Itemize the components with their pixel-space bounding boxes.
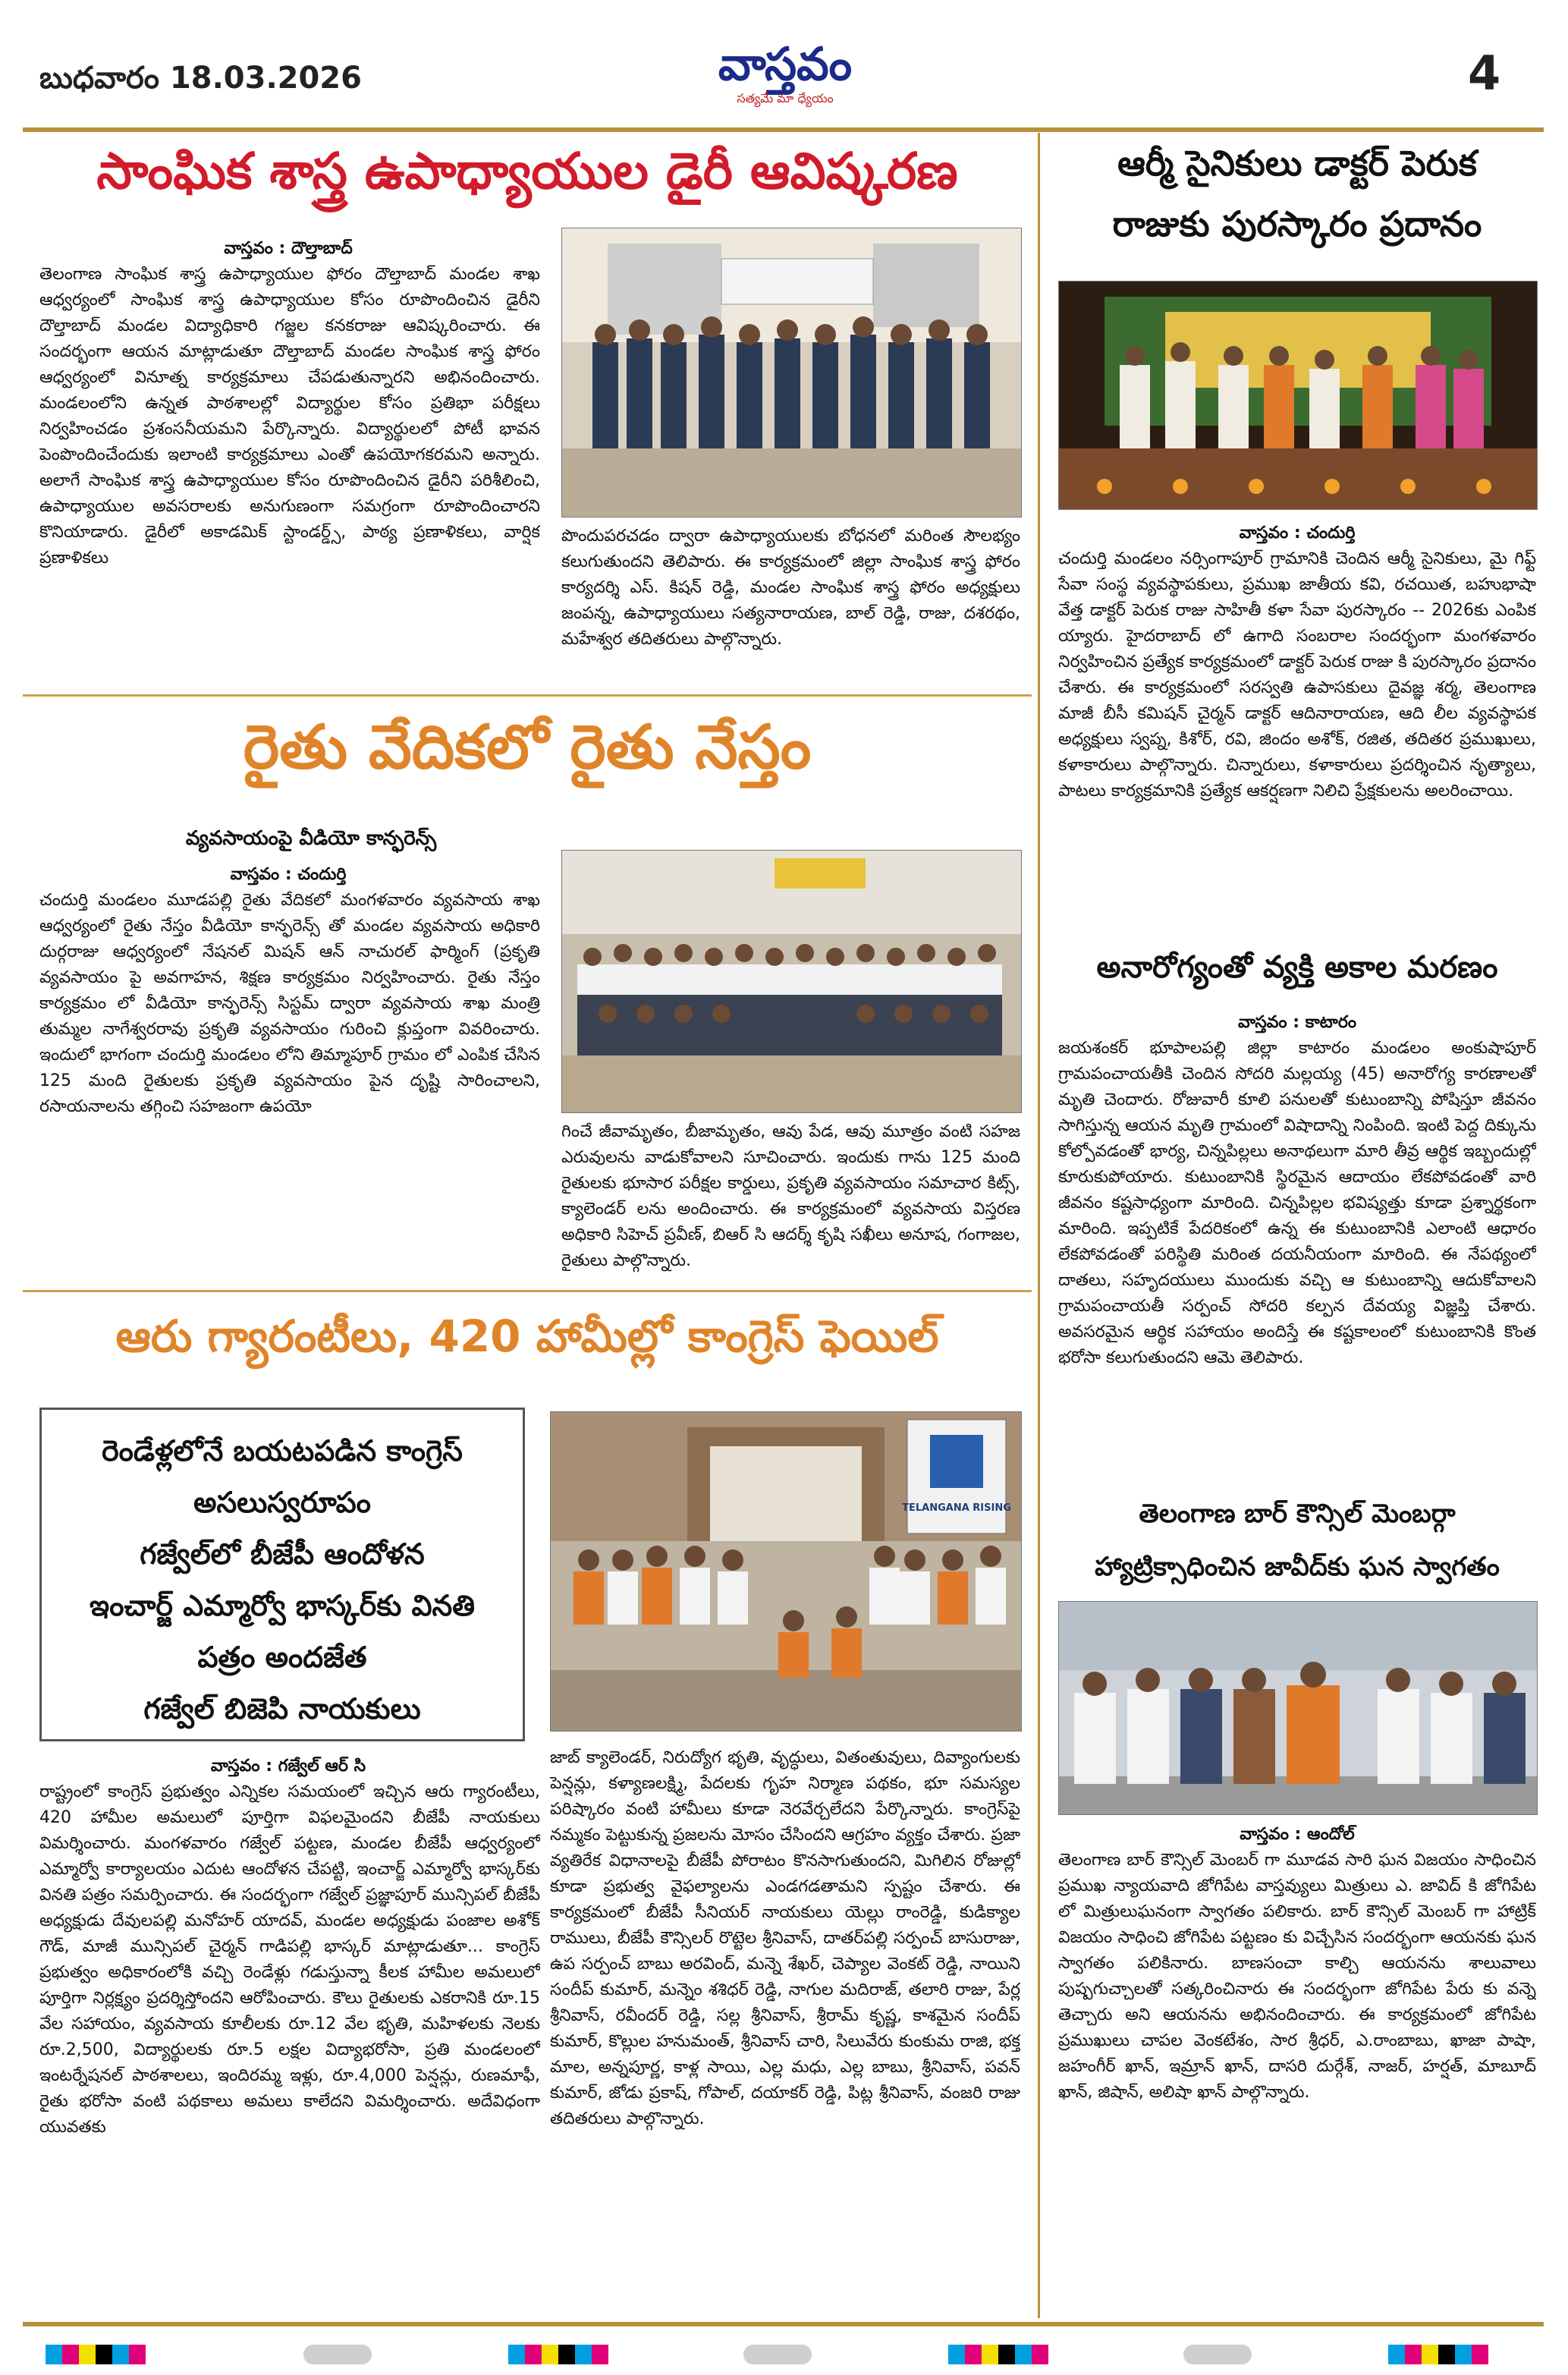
right1-body: చందుర్తి మండలం నర్సింగాపూర్ గ్రామానికి చెందిన ఆర్మీ సైనికులు, మై గిఫ్ట్ సేవా సంస్థ వ్యవస్థాపకులు, ప్రముఖ జాతీయ కవి, రచయిత, బహుభాషా వేత్త డాక్టర్ పెరుక రాజు సాహితీ కళా సేవా పురస్కారం -- 2026కు ఎంపిక య్యారు. హైదరాబాద్ లో ఉగాది సంబరాల సందర్భంగా మంగళవారం నిర్వహించిన ప్రత్యేక కార్యక్రమంలో డాక్టర్ పెరుక రాజు కి పురస్కారం ప్రదానం చేశారు. ఈ కార్యక్రమంలో సరస్వతి ఉపాసకులు దైవజ్ఞ శర్మ, తెలంగాణ మాజీ బీసీ కమిషన్ చైర్మన్ డాక్టర్ ఆదినారాయణ, ఆది లీల వ్యవస్థాపక అధ్యక్షులు స్వప్న, కిశోర్, రవి, జిందం అశోక్, రజిత, తదితర ప్రముఖులు, కళాకారులు పాల్గొన్నారు. చిన్నారులు, కళాకారులు ప్రదర్శించిన నృత్యాలు, పాటలు కార్యక్రమానికి ప్రత్యేక ఆకర్షణగా నిలిచి ప్రేక్షకులను అలరించాయి. bbox=[1058, 549, 1536, 801]
photo-award-stage bbox=[1058, 281, 1538, 510]
article2-headline: రైతు వేదికలో రైతు నేస్తం bbox=[243, 712, 812, 782]
section-divider bbox=[23, 694, 1032, 697]
banner-text: TELANGANA RISING bbox=[902, 1502, 1011, 1514]
issue-date: బుధవారం 18.03.2026 bbox=[39, 61, 362, 96]
article1-body-col2: పొందుపరచడం ద్వారా ఉపాధ్యాయులకు బోధనలో మరింత సౌలభ్యం కలుగుతుందని తెలిపారు. ఈ కార్యక్రమంలో జిల్లా సాంఘిక శాస్త్ర ఫోరం కార్యదర్శి ఎస్. కిషన్ రెడ్డి, మండల సాంఘిక శాస్త్ర ఫోరం అధ్యక్షులు జంపన్న, ఉపాధ్యాయులు సత్యనారాయణ, బాల్ రెడ్డి, రాజు, దశరథం, మహేశ్వర తదితరులు పాల్గొన్నారు. bbox=[561, 527, 1020, 649]
newspaper-logo bbox=[683, 38, 888, 121]
article3-headline: ఆరు గ్యారంటీలు, 420 హామీల్లో కాంగ్రెస్ ఫెయిల్ bbox=[115, 1310, 939, 1362]
article1-headline: సాంఘిక శాస్త్ర ఉపాధ్యాయుల డైరీ ఆవిష్కరణ bbox=[96, 142, 958, 200]
article3-dateline: వాస్తవం : గజ్వేల్ ఆర్ సి bbox=[210, 1757, 366, 1776]
box-line-4: ఇంచార్జ్ ఎమ్మార్వో భాస్కర్‌కు వినతి bbox=[90, 1589, 475, 1622]
article2-body-col2: గించే జీవామృతం, బీజామృతం, ఆవు పేడ, ఆవు మూత్రం వంటి సహజ ఎరువులను వాడుకోవాలని సూచించారు. ఇందుకు గాను 125 మంది రైతులకు భూసార పరీక్షల కార్డులు, ప్రకృతి వ్యవసాయం సమాచార కిట్స్, క్యాలెండర్ లను అందించారు. ఈ కార్యక్రమంలో వ్యవసాయ విస్తరణ అధికారి సిహెచ్ ప్రవీణ్, బిఆర్ సి ఆదర్శ్ కృషి సఖీలు అనూష, గంగాజల, రైతులు పాల్గొన్నారు. bbox=[561, 1122, 1020, 1270]
photo-felicitation bbox=[1058, 1601, 1538, 1815]
article1-dateline: వాస్తవం : దౌల్తాబాద్ bbox=[224, 239, 353, 258]
article2-dateline: వాస్తవం : చందుర్తి bbox=[230, 865, 347, 884]
article2-subhead: వ్యవసాయంపై వీడియో కాన్ఫరెన్స్ bbox=[185, 827, 437, 850]
right1-headline bbox=[1051, 133, 1544, 254]
top-rule bbox=[23, 127, 1544, 132]
right3-headline bbox=[1051, 1487, 1544, 1593]
right2-body: జయశంకర్ భూపాలపల్లి జిల్లా కాటారం మండలం అంకుషాపూర్ గ్రామపంచాయతీకి చెందిన సోదరి మల్లయ్య (45) అనారోగ్య కారణాలతో మృతి చెందారు. రోజువారీ కూలి పనులతో కుటుంబాన్ని పోషిస్తూ జీవనం సాగిస్తున్న ఆయన మృతి గ్రామంలో విషాదాన్ని నింపింది. ఇంటి పెద్ద దిక్కును కోల్పోవడంతో భార్య, చిన్నపిల్లలు అనాథలుగా మారి తీవ్ర ఆర్థిక ఇబ్బందుల్లో కూరుకుపోయారు. కుటుంబానికి స్థిరమైన ఆదాయం లేకపోవడంతో వారి జీవనం కష్టసాధ్యంగా మారింది. చిన్నపిల్లల భవిష్యత్తు కూడా ప్రశ్నార్థకంగా మారింది. ఇప్పటికే పేదరికంలో ఉన్న ఈ కుటుంబానికి ఎలాంటి ఆధారం లేకపోవడంతో పరిస్థితి మరింత దయనీయంగా మారింది. ఈ నేపథ్యంలో దాతలు, సహృదయులు ముందుకు వచ్చి ఆ కుటుంబాన్ని ఆదుకోవాలని గ్రామపంచాయతీ సర్పంచ్ సోదరి కల్పన దేవయ్య విజ్ఞప్తి చేశారు. అవసరమైన ఆర్థిక సహాయం అందిస్తే ఈ కష్టకాలంలో కుటుంబానికి కొంత భరోసా కలుగుతుందని ఆమె తెలిపారు. bbox=[1058, 1039, 1536, 1367]
right3-headline-line2: హ్యాట్రిక్సాధించిన జావీద్‌కు ఘన స్వాగతం bbox=[1095, 1552, 1500, 1582]
right2-dateline: వాస్తవం : కాటారం bbox=[1237, 1013, 1357, 1032]
registration-mark bbox=[303, 2345, 372, 2364]
registration-bar bbox=[508, 2345, 608, 2364]
photo-bjp-protest bbox=[550, 1411, 1022, 1732]
article1-body-col1: తెలంగాణ సాంఘిక శాస్త్ర ఉపాధ్యాయుల ఫోరం దౌల్తాబాద్ మండల శాఖ ఆధ్వర్యంలో సాంఘిక శాస్త్ర ఉపాధ్యాయుల కోసం రూపొందించిన డైరీని దౌల్తాబాద్ మండల విద్యాధికారి గజ్జల కనకరాజు ఆవిష్కరించారు. ఈ సందర్భంగా ఆయన మాట్లాడుతూ దౌల్తాబాద్ మండల సాంఘిక శాస్త్ర ఫోరం ఆధ్వర్యంలో వినూత్న కార్యక్రమాలు చేపడుతున్నారని అభినందించారు. మండలంలోని ఉన్నత పాఠశాలల్లో విద్యార్థుల కోసం ప్రతిభా పరీక్షలు నిర్వహించడం ప్రశంసనీయమని పేర్కొన్నారు. విద్యార్థులలో పోటీ భావన పెంపొందించేందుకు ఇలాంటి కార్యక్రమాలు ఎంతో ఉపయోగకరమని అన్నారు. అలాగే సాంఘిక శాస్త్ర ఉపాధ్యాయుల కోసం రూపొందించిన డైరీని పరిశీలించి, ఉపాధ్యాయుల అవసరాలకు అనుగుణంగా సమగ్రంగా రూపొందించారని కొనియాడారు. డైరీలో అకాడమిక్ స్టాండర్డ్స్, పాఠ్య ప్రణాళికలు, వార్షిక ప్రణాళికలు bbox=[39, 265, 540, 568]
right1-dateline: వాస్తవం : చందుర్తి bbox=[1239, 524, 1356, 543]
right1-headline-line1: ఆర్మీ సైనికులు డాక్టర్ పెరుక bbox=[1117, 143, 1477, 184]
article3-body-col2: జాబ్ క్యాలెండర్, నిరుద్యోగ భృతి, వృద్ధులు, వితంతువులు, దివ్యాంగులకు పెన్షన్లు, కళ్యాణలక్ష్మి, పేదలకు గృహ నిర్మాణ పథకం, భూ సమస్యల పరిష్కారం వంటి హామీలు కూడా నెరవేర్చలేదని పేర్కొన్నారు. కాంగ్రెస్‌పై నమ్మకం పెట్టుకున్న ప్రజలను మోసం చేసిందని ఆగ్రహం వ్యక్తం చేశారు. ప్రజా వ్యతిరేక విధానాలపై బీజేపీ పోరాటం కొనసాగుతుందని, మిగిలిన రోజుల్లో కూడా ప్రభుత్వ వైఫల్యాలను ఎండగడతామని స్పష్టం చేశారు. ఈ కార్యక్రమంలో బీజేపీ సీనియర్ నాయకులు యెల్లు రాంరెడ్డి, కుడిక్యాల రాములు, బీజేపీ కౌన్సిలర్ రొట్టెల శ్రీనివాస్, దాతర్‌పల్లి సర్పంచ్ బాసురాజు, ఉప సర్పంచ్ బాబు అరవింద్, మన్నె శేఖర్, చెప్యాల వెంకట్ రెడ్డి, నాయిని సందీప్ కుమార్, మన్నెం శశిధర్ రెడ్డి, నాగుల మదిరాజ్, తలారి రాజు, పేర్ల శ్రీనివాస్, రవీందర్ రెడ్డి, సల్ల శ్రీనివాస్, శ్రీరామ్ కృష్ణ, కాశమైన సందీప్ కుమార్, కొల్లుల హనుమంత్, శ్రీనివాస్ చారి, సిలువేరు కుంకుమ రాజి, భక్త మాల, అన్నపూర్ణ, కాళ్ల సాయి, ఎల్ల మధు, ఎల్ల బాబు, శ్రీనివాస్, పవన్ కుమార్, జోడు ప్రకాష్, గోపాల్, దయాకర్ రెడ్డి, పిట్ల శ్రీనివాస్, వంజరి రాజు తదితరులు పాల్గొన్నారు. bbox=[550, 1748, 1020, 2128]
box-line-3: గజ్వేల్‌లో బీజేపీ ఆందోళన bbox=[140, 1537, 425, 1571]
photo-farmers-meeting bbox=[561, 850, 1022, 1113]
article3-body-col1: రాష్ట్రంలో కాంగ్రెస్ ప్రభుత్వం ఎన్నికల సమయంలో ఇచ్చిన ఆరు గ్యారంటీలు, 420 హామీల అమలులో పూర్తిగా విఫలమైందని బీజేపీ నాయకులు విమర్శించారు. మంగళవారం గజ్వేల్ పట్టణ, మండల బీజేపీ ఆధ్వర్యంలో ఎమ్మార్వో కార్యాలయం ఎదుట ఆందోళన చేపట్టి, ఇంచార్జ్ ఎమ్మార్వో భాస్కర్‌కు వినతి పత్రం సమర్పించారు. ఈ సందర్భంగా గజ్వేల్ ప్రజ్ఞాపూర్ మున్సిపల్ బీజేపీ అధ్యక్షుడు దేవులపల్లి మనోహర్ యాదవ్, మండల అధ్యక్షుడు పంజాల అశోక్ గౌడ్, మాజీ మున్సిపల్ చైర్మన్ గాడిపల్లి భాస్కర్ మాట్లాడుతూ... కాంగ్రెస్ ప్రభుత్వం అధికారంలోకి వచ్చి రెండేళ్లు గడుస్తున్నా కీలక హామీల అమలులో పూర్తిగా నిర్లక్ష్యం ప్రదర్శిస్తోందని ఆరోపించారు. కౌలు రైతులకు ఎకరానికి రూ.15 వేల సహాయం, వ్యవసాయ కూలీలకు రూ.12 వేల భృతి, మహిళలకు నెలకు రూ.2,500, విద్యార్థులకు రూ.5 లక్షల విద్యాభరోసా, ప్రతి మండలంలో ఇంటర్నేషనల్ పాఠశాలలు, ఇందిరమ్మ ఇళ్లు, రూ.4,000 పెన్షన్లు, రుణమాఫీ, రైతు భరోసా వంటి పథకాలు అమలు కాలేదని విమర్శించారు. అదేవిధంగా యువతకు bbox=[39, 1782, 540, 2137]
logo-tagline: సత్యమే మా ధ్యేయం bbox=[737, 91, 834, 105]
registration-mark bbox=[743, 2345, 812, 2364]
registration-bar bbox=[948, 2345, 1048, 2364]
column-divider bbox=[1038, 133, 1040, 2318]
box-line-2: అసలుస్వరూపం bbox=[193, 1486, 371, 1519]
registration-mark bbox=[1183, 2345, 1252, 2364]
box-line-6: గజ్వేల్ బిజెపి నాయకులు bbox=[143, 1692, 421, 1725]
section-divider bbox=[23, 1290, 1032, 1292]
article2-body-col1: చందుర్తి మండలం మూడపల్లి రైతు వేదికలో మంగళవారం వ్యవసాయ శాఖ ఆధ్వర్యంలో రైతు నేస్తం వీడియో కాన్ఫరెన్స్ తో మండల వ్యవసాయ అధికారి దుర్గరాజు ఆధ్వర్యంలో నేషనల్ మిషన్ ఆన్ నాచురల్ ఫార్మింగ్ (ప్రకృతి వ్యవసాయం పై అవగాహన, శిక్షణ కార్యక్రమం నిర్వహించారు. రైతు నేస్తం కార్యక్రమం లో వీడియో కాన్ఫరెన్స్ సిస్టమ్ ద్వారా వ్యవసాయ శాఖ మంత్రి తుమ్మల నాగేశ్వరరావు ప్రకృతి వ్యవసాయం గురించి క్లుప్తంగా వివరించారు. ఇందులో భాగంగా చందుర్తి మండలం లోని తిమ్మాపూర్ గ్రామం లో ఎంపిక చేసిన 125 మంది రైతులకు ప్రకృతి వ్యవసాయం పైన దృష్టి సారించాలని, రసాయనాలను తగ్గించి సహజంగా ఉపయో bbox=[39, 891, 540, 1116]
bottom-rule bbox=[23, 2322, 1544, 2326]
photo-diary-launch bbox=[561, 228, 1022, 517]
registration-bar bbox=[1388, 2345, 1488, 2364]
logo-wordmark: వాస్తవం bbox=[718, 38, 853, 91]
right3-headline-line1: తెలంగాణ బార్ కౌన్సిల్ మెంబర్గా bbox=[1139, 1499, 1456, 1529]
right1-headline-line2: రాజుకు పురస్కారం ప్రదానం bbox=[1112, 203, 1482, 244]
box-line-1: రెండేళ్లలోనే బయటపడిన కాంగ్రెస్ bbox=[102, 1434, 463, 1467]
box-line-5: పత్రం అందజేత bbox=[197, 1640, 367, 1674]
right2-headline: అనారోగ్యంతో వ్యక్తి అకాల మరణం bbox=[1096, 950, 1498, 985]
registration-bar bbox=[46, 2345, 146, 2364]
right3-dateline: వాస్తవం : ఆందోల్ bbox=[1240, 1825, 1355, 1844]
page-number: 4 bbox=[1468, 46, 1501, 101]
right3-body: తెలంగాణ బార్ కౌన్సిల్ మెంబర్ గా మూడవ సారి ఘన విజయం సాధించిన ప్రముఖ న్యాయవాది జోగిపేట వాస్తవ్యులు మిత్రులు ఎ. జావిద్ కి జోగిపేట లో మిత్రులుఘనంగా స్వాగతం పలికారు. బార్ కౌన్సిల్ మెంబర్ గా హాట్రిక్ విజయం సాధించి జోగిపేట పట్టణం కు విచ్చేసిన సందర్భంగా ఆయనకు ఘన స్వాగతం పలికినారు. బాణసంచా కాల్చి ఆయనను శాలువాలు పుష్పగుచ్చాలతో సత్కరించినారు ఈ సందర్భంగా జోగిపేట పేరు కు వన్నె తెచ్చారు అని ఆయనను అభినందించారు. ఈ కార్యక్రమంలో జోగిపేట ప్రముఖులు చాపల వెంకటేశం, సార శ్రీధర్, ఎ.రాంబాబు, ఖాజా పాషా, జహంగీర్ ఖాన్, ఇమ్రాన్ ఖాన్, దాసరి దుర్గేశ్, నాజర్, హర్షత్, మాబూద్ ఖాన్, జిషాన్, అలిషా ఖాన్ పాల్గొన్నారు. bbox=[1058, 1851, 1536, 2102]
article3-highlight-box bbox=[39, 1408, 525, 1741]
